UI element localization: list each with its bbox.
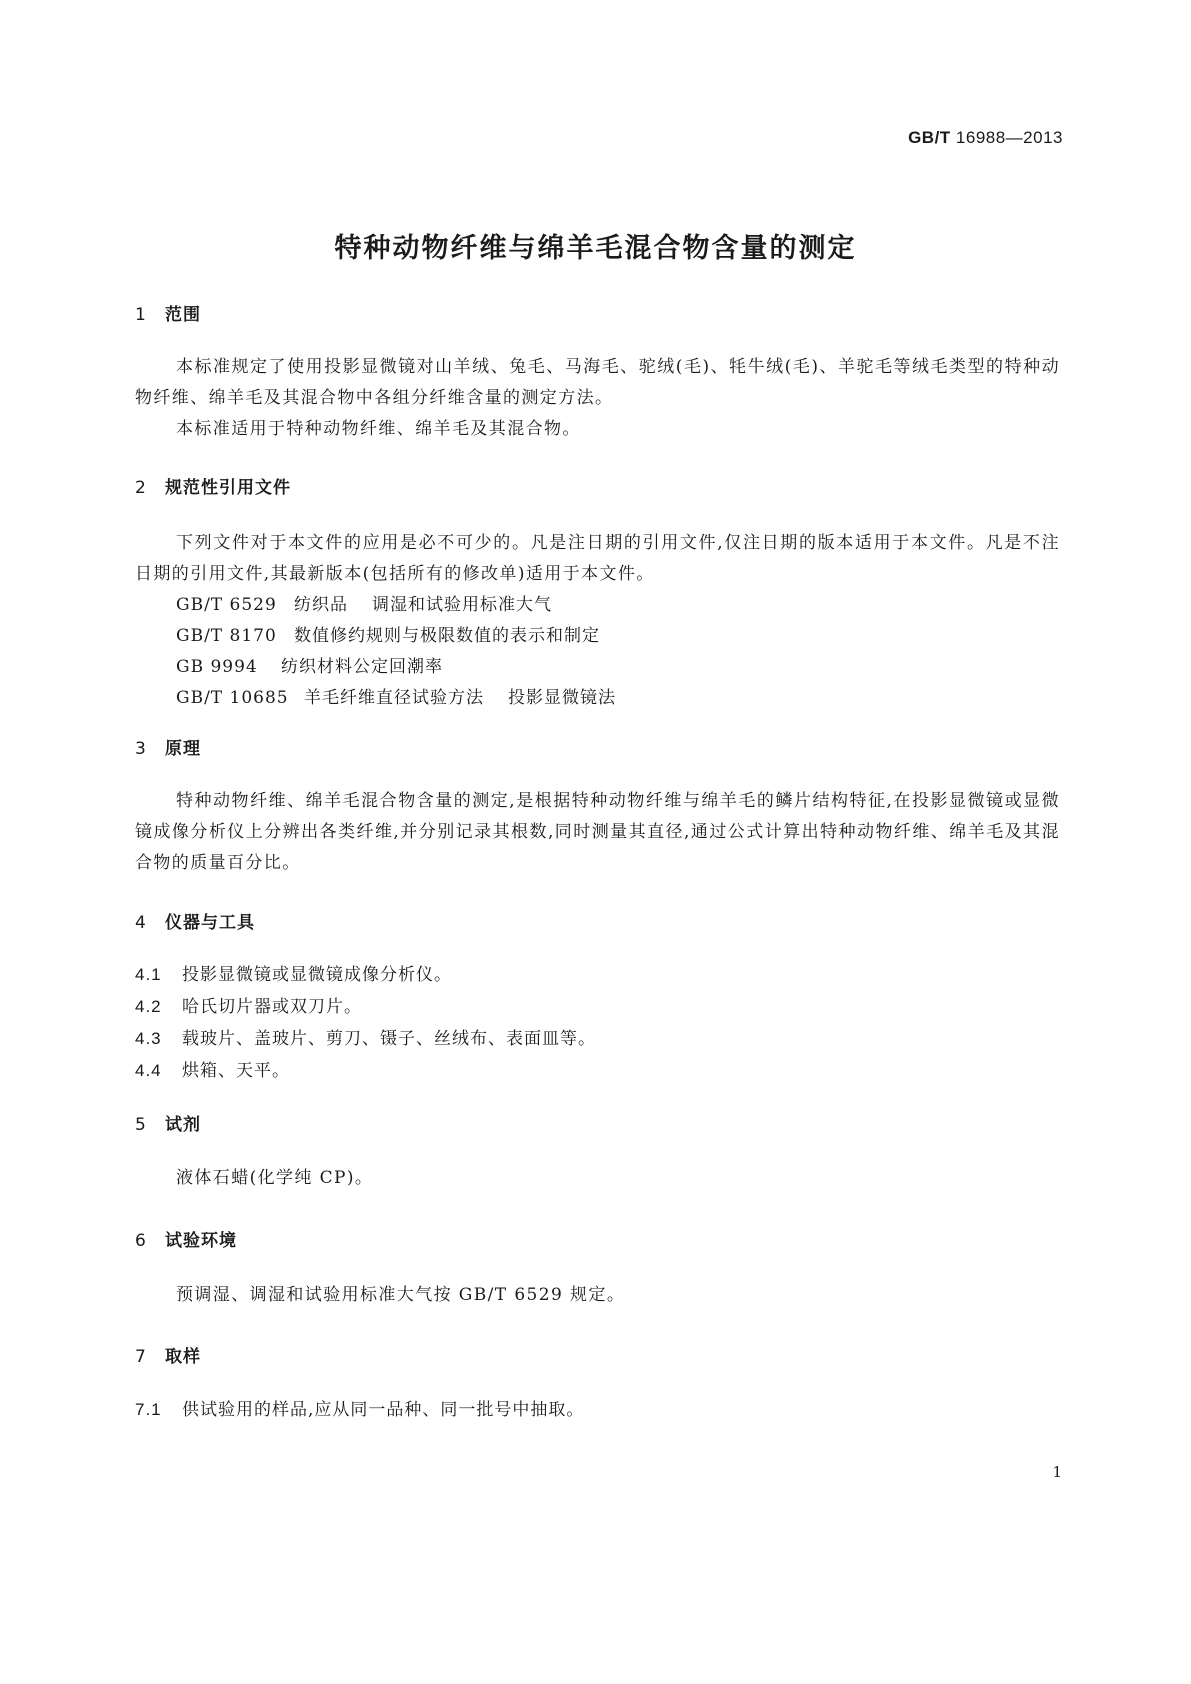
- paragraph: 液体石蜡(化学纯 CP)。: [176, 1168, 374, 1188]
- section-heading: [135, 1226, 1060, 1251]
- clause-text: 哈氏切片器或双刀片。: [182, 997, 362, 1017]
- section-heading: [135, 1110, 1060, 1135]
- section-heading: [135, 300, 1060, 325]
- standard-code: [908, 128, 1063, 148]
- reference-item: [135, 652, 1060, 683]
- paragraph: 预调湿、调湿和试验用标准大气按 GB/T 6529 规定。: [176, 1285, 626, 1305]
- clause-number: 4.4: [135, 1061, 162, 1080]
- section-3: [135, 734, 1060, 759]
- section-number: 6: [135, 1231, 147, 1251]
- section-number: 1: [135, 305, 147, 325]
- standard-prefix: GB/T: [908, 128, 951, 147]
- reference-name-part: 投影显微镜法: [508, 688, 616, 708]
- section-number: 5: [135, 1115, 147, 1135]
- reference-item: [135, 683, 1060, 714]
- reference-item: [135, 590, 1060, 621]
- document-title: 特种动物纤维与绵羊毛混合物含量的测定: [334, 233, 857, 264]
- section-heading: [135, 473, 1060, 498]
- clause-number: 7.1: [135, 1400, 162, 1419]
- reference-code: GB/T 8170: [176, 626, 277, 646]
- section-heading: [135, 908, 1060, 933]
- section-title: 试验环境: [165, 1231, 237, 1251]
- clause-text: 载玻片、盖玻片、剪刀、镊子、丝绒布、表面皿等。: [182, 1029, 596, 1049]
- section-1-body: [135, 352, 1060, 445]
- section-5-body: [135, 1163, 1060, 1194]
- section-6-body: [135, 1280, 1060, 1311]
- section-2-body: [135, 528, 1060, 714]
- section-title: 范围: [165, 305, 201, 325]
- reference-name: 纺织材料公定回潮率: [281, 657, 443, 677]
- page-number: 1: [1052, 1463, 1062, 1481]
- section-title: 仪器与工具: [165, 913, 255, 933]
- reference-name: 数值修约规则与极限数值的表示和制定: [294, 626, 600, 646]
- paragraph: 本标准规定了使用投影显微镜对山羊绒、兔毛、马海毛、驼绒(毛)、牦牛绒(毛)、羊驼毛等绒毛类型的特种动物纤维、绵羊毛及其混合物中各组分纤维含量的测定方法。: [135, 357, 1060, 408]
- clause-text: 投影显微镜或显微镜成像分析仪。: [182, 965, 452, 985]
- reference-name: 羊毛纤维直径试验方法: [304, 688, 484, 708]
- clause-item: [135, 991, 1060, 1023]
- section-6: [135, 1226, 1060, 1251]
- section-7: [135, 1342, 1060, 1367]
- section-4-body: [135, 959, 1060, 1087]
- clause-text: 供试验用的样品,应从同一品种、同一批号中抽取。: [182, 1400, 585, 1420]
- reference-name-part: 调湿和试验用标准大气: [372, 595, 552, 615]
- section-3-body: [135, 786, 1060, 879]
- clause-item: [135, 1394, 1060, 1426]
- clause-number: 4.1: [135, 965, 162, 984]
- section-title: 规范性引用文件: [165, 478, 291, 498]
- reference-code: GB/T 10685: [176, 688, 289, 708]
- paragraph: 本标准适用于特种动物纤维、绵羊毛及其混合物。: [176, 419, 581, 439]
- paragraph: 下列文件对于本文件的应用是必不可少的。凡是注日期的引用文件,仅注日期的版本适用于本文件。凡是不注日期的引用文件,其最新版本(包括所有的修改单)适用于本文件。: [135, 533, 1060, 584]
- clause-item: [135, 959, 1060, 991]
- reference-item: [135, 621, 1060, 652]
- section-number: 2: [135, 478, 147, 498]
- reference-code: GB/T 6529: [176, 595, 277, 615]
- clause-item: [135, 1023, 1060, 1055]
- section-number: 7: [135, 1347, 147, 1367]
- section-title: 取样: [165, 1347, 201, 1367]
- section-title: 试剂: [165, 1115, 201, 1135]
- clause-item: [135, 1055, 1060, 1087]
- section-heading: [135, 734, 1060, 759]
- clause-number: 4.3: [135, 1029, 162, 1048]
- clause-number: 4.2: [135, 997, 162, 1016]
- section-number: 3: [135, 739, 147, 759]
- paragraph: 特种动物纤维、绵羊毛混合物含量的测定,是根据特种动物纤维与绵羊毛的鳞片结构特征,在投影显微镜或显微镜成像分析仪上分辨出各类纤维,并分别记录其根数,同时测量其直径,通过公式计算出特种动物纤维、绵羊毛及其混合物的质量百分比。: [135, 791, 1060, 873]
- reference-name: 纺织品: [294, 595, 348, 615]
- section-5: [135, 1110, 1060, 1135]
- clause-text: 烘箱、天平。: [182, 1061, 290, 1081]
- section-7-body: [135, 1394, 1060, 1426]
- section-number: 4: [135, 913, 147, 933]
- standard-number: 16988—2013: [955, 128, 1063, 147]
- section-4: [135, 908, 1060, 933]
- section-1: [135, 300, 1060, 325]
- section-heading: [135, 1342, 1060, 1367]
- reference-code: GB 9994: [176, 657, 258, 677]
- section-title: 原理: [165, 739, 201, 759]
- section-2: [135, 473, 1060, 498]
